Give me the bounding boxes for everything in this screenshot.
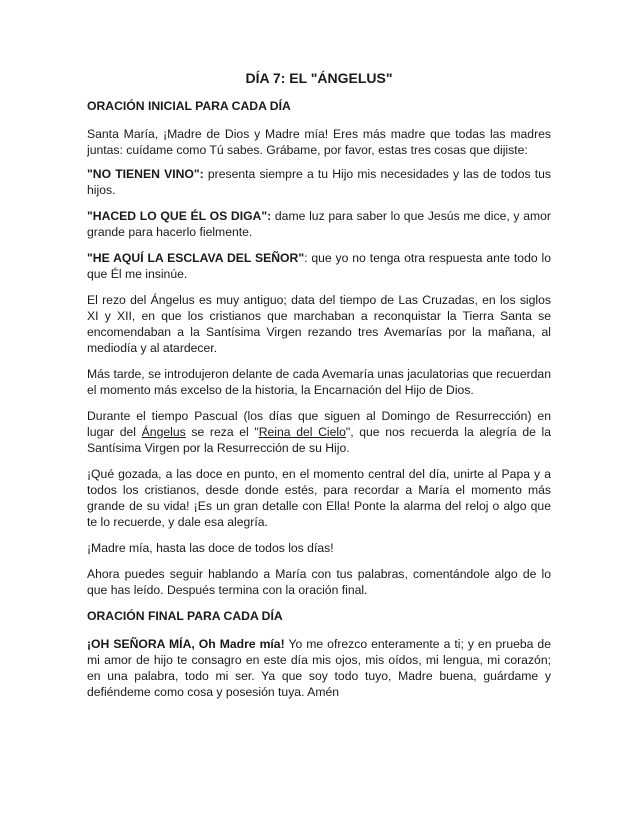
phrase-haced-lo-que: "HACED LO QUE ÉL OS DIGA": — [87, 209, 272, 223]
phrase-no-tienen-vino: "NO TIENEN VINO": — [87, 167, 204, 181]
paragraph-text: dame luz para saber lo que Jesús me dice, y amor grande para hacerlo fielmente. — [87, 209, 551, 239]
paragraph-text: ", que nos recuerda la alegría de la Santísima Virgen por la Resurrección de su Hijo. — [87, 425, 552, 455]
heading-final-prayer: ORACIÓN FINAL PARA CADA DÍA — [87, 609, 283, 623]
paragraph-history: El rezo del Ángelus es muy antiguo; data del tiempo de Las Cruzadas, en los siglos XI y XII, en que los cristianos que marchaban a reconquistar la Tierra Santa se encomendaban a la Santísima Virgen rezando tres Avemarías por la mañana, al mediodía y al atardecer. — [87, 293, 551, 355]
paragraph-text: Durante el tiempo Pascual (los días que siguen al Domingo de Resurrección) en lugar del — [87, 409, 551, 439]
paragraph-pascual — [87, 408, 551, 456]
heading-initial-prayer: ORACIÓN INICIAL PARA CADA DÍA — [87, 99, 291, 113]
paragraph-jaculatorias: Más tarde, se introdujeron delante de cada Avemaría unas jaculatorias que recuerdan el momento más excelso de la historia, la Encarnación del Hijo de Dios. — [87, 367, 551, 397]
paragraph-text: presenta siempre a tu Hijo mis necesidades y las de todos tus hijos. — [87, 167, 551, 197]
paragraph-no-tienen-vino — [87, 166, 551, 198]
paragraph-text: : que yo no tenga otra respuesta ante todo lo que Él me insinúe. — [87, 251, 551, 281]
phrase-he-aqui: "HE AQUÍ LA ESCLAVA DEL SEÑOR" — [87, 251, 305, 265]
paragraph-text: se reza el " — [185, 425, 259, 439]
paragraph-final-prayer — [87, 636, 551, 700]
phrase-oh-senora: ¡OH SEÑORA MÍA, Oh Madre mía! — [87, 637, 285, 651]
paragraph-intro: Santa María, ¡Madre de Dios y Madre mía! Eres más madre que todas las madres juntas: cuídame como Tú sabes. Grábame, por favor, estas tres cosas que dijiste: — [87, 127, 551, 157]
paragraph-ahora: Ahora puedes seguir hablando a María con tus palabras, comentándole algo de lo que has leído. Después termina con la oración final. — [87, 567, 551, 597]
paragraph-gozada: ¡Qué gozada, a las doce en punto, en el momento central del día, unirte al Papa y a todos los cristianos, desde donde estés, para recordar a María el momento más grande de su vida! ¡Es un gran detalle con Ella! Ponte la alarma del reloj o algo que te lo recuerde, y dale esa alegría. — [87, 467, 551, 529]
paragraph-text: Yo me ofrezco enteramente a ti; y en prueba de mi amor de hijo te consagro en este día mis ojos, mis oídos, mi lengua, mi corazón; en una palabra, todo mi ser. Ya que soy todo tuyo, Madre buena, guárdame y defiéndeme como cosa y posesión tuya. Amén — [87, 637, 551, 699]
link-angelus[interactable]: Ángelus — [141, 425, 186, 439]
paragraph-he-aqui — [87, 250, 551, 282]
link-reina-del-cielo[interactable]: Reina del Cielo — [258, 425, 346, 439]
document-page — [87, 70, 551, 710]
paragraph-madre-mia: ¡Madre mía, hasta las doce de todos los días! — [87, 541, 334, 555]
page-title: DÍA 7: EL "ÁNGELUS" — [245, 70, 393, 86]
paragraph-haced-lo-que — [87, 208, 551, 240]
